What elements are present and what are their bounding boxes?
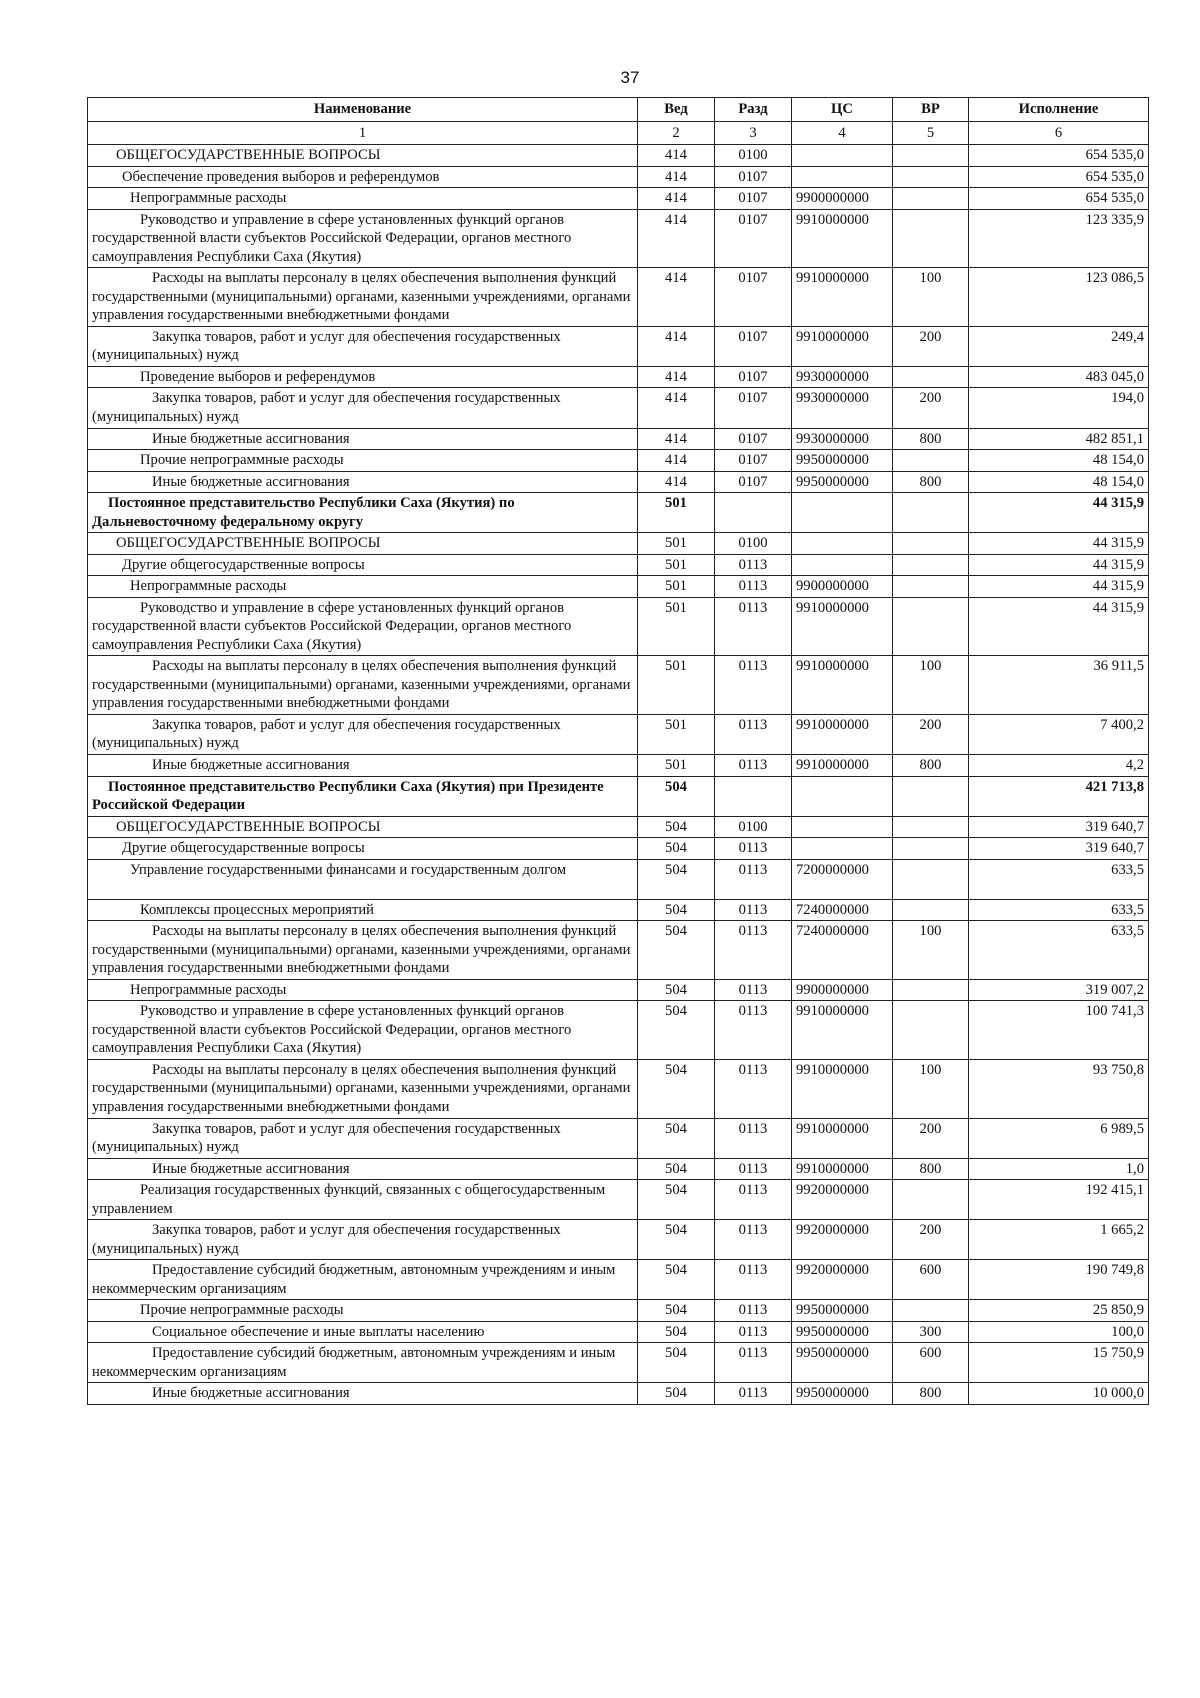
column-number: 5 [893, 121, 969, 145]
row-cs-cell: 9930000000 [792, 388, 893, 428]
row-vr-cell: 800 [893, 471, 969, 493]
row-razd-cell: 0107 [715, 188, 792, 210]
table-row [88, 493, 1149, 533]
row-cs-cell: 9950000000 [792, 1300, 893, 1322]
row-ved-cell: 414 [638, 209, 715, 268]
header-ved: Вед [638, 98, 715, 122]
row-amount-cell: 633,5 [969, 859, 1149, 899]
row-amount-cell: 10 000,0 [969, 1383, 1149, 1405]
row-razd-cell: 0107 [715, 166, 792, 188]
table-row [88, 714, 1149, 754]
row-cs-cell: 9920000000 [792, 1260, 893, 1300]
row-razd-cell: 0113 [715, 656, 792, 715]
row-name-cell: Управление государственными финансами и государственным долгом [88, 859, 638, 899]
row-name-cell: Закупка товаров, работ и услуг для обеспечения государственных (муниципальных) нужд [88, 1220, 638, 1260]
row-razd-cell: 0113 [715, 755, 792, 777]
table-row [88, 776, 1149, 816]
page-number: 37 [620, 68, 640, 87]
row-cs-cell [792, 554, 893, 576]
row-cs-cell: 7200000000 [792, 859, 893, 899]
row-name-cell: ОБЩЕГОСУДАРСТВЕННЫЕ ВОПРОСЫ [88, 533, 638, 555]
row-amount-cell: 123 086,5 [969, 268, 1149, 327]
row-cs-cell [792, 776, 893, 816]
row-razd-cell: 0107 [715, 471, 792, 493]
table-row [88, 979, 1149, 1001]
row-cs-cell: 9910000000 [792, 755, 893, 777]
table-row [88, 145, 1149, 167]
table-row [88, 1383, 1149, 1405]
row-ved-cell: 414 [638, 366, 715, 388]
row-amount-cell: 44 315,9 [969, 533, 1149, 555]
row-amount-cell: 319 640,7 [969, 816, 1149, 838]
row-name-cell: Другие общегосударственные вопросы [88, 554, 638, 576]
row-ved-cell: 504 [638, 1321, 715, 1343]
row-vr-cell [893, 816, 969, 838]
row-razd-cell: 0113 [715, 1220, 792, 1260]
row-amount-cell: 93 750,8 [969, 1059, 1149, 1118]
table-row [88, 388, 1149, 428]
table-row [88, 268, 1149, 327]
row-name-cell: ОБЩЕГОСУДАРСТВЕННЫЕ ВОПРОСЫ [88, 816, 638, 838]
row-amount-cell: 7 400,2 [969, 714, 1149, 754]
table-row [88, 554, 1149, 576]
row-vr-cell: 300 [893, 1321, 969, 1343]
table-row [88, 450, 1149, 472]
row-vr-cell: 600 [893, 1260, 969, 1300]
row-cs-cell: 9910000000 [792, 1118, 893, 1158]
row-name-cell: Расходы на выплаты персоналу в целях обеспечения выполнения функций государственными (муниципальными) органами, казенными учреждениями, органами управления государственными внебюджетными фондами [88, 268, 638, 327]
row-vr-cell: 200 [893, 388, 969, 428]
row-vr-cell [893, 576, 969, 598]
row-razd-cell: 0100 [715, 533, 792, 555]
table-row [88, 1001, 1149, 1060]
row-ved-cell: 414 [638, 166, 715, 188]
row-cs-cell [792, 838, 893, 860]
row-name-cell: Расходы на выплаты персоналу в целях обеспечения выполнения функций государственными (муниципальными) органами, казенными учреждениями, органами управления государственными внебюджетными фондами [88, 921, 638, 980]
row-amount-cell: 4,2 [969, 755, 1149, 777]
row-razd-cell: 0113 [715, 921, 792, 980]
row-razd-cell: 0113 [715, 1158, 792, 1180]
table-row [88, 326, 1149, 366]
row-vr-cell: 800 [893, 755, 969, 777]
row-razd-cell: 0113 [715, 714, 792, 754]
row-amount-cell: 482 851,1 [969, 428, 1149, 450]
row-name-cell: Предоставление субсидий бюджетным, автономным учреждениям и иным некоммерческим организациям [88, 1343, 638, 1383]
row-name-cell: Иные бюджетные ассигнования [88, 471, 638, 493]
row-vr-cell [893, 166, 969, 188]
row-amount-cell: 44 315,9 [969, 597, 1149, 656]
row-name-cell: Руководство и управление в сфере установленных функций органов государственной власти субъектов Российской Федерации, органов местного самоуправления Республики Саха (Якутия) [88, 597, 638, 656]
column-number: 2 [638, 121, 715, 145]
row-amount-cell: 44 315,9 [969, 554, 1149, 576]
header-cs: ЦС [792, 98, 893, 122]
row-amount-cell: 654 535,0 [969, 188, 1149, 210]
row-amount-cell: 1 665,2 [969, 1220, 1149, 1260]
row-cs-cell: 9920000000 [792, 1180, 893, 1220]
row-cs-cell: 9900000000 [792, 979, 893, 1001]
table-row [88, 899, 1149, 921]
row-ved-cell: 504 [638, 1383, 715, 1405]
row-name-cell: Прочие непрограммные расходы [88, 450, 638, 472]
row-cs-cell: 9900000000 [792, 576, 893, 598]
row-ved-cell: 504 [638, 1260, 715, 1300]
row-name-cell: Другие общегосударственные вопросы [88, 838, 638, 860]
row-name-cell: Непрограммные расходы [88, 979, 638, 1001]
row-razd-cell: 0113 [715, 1118, 792, 1158]
row-vr-cell [893, 776, 969, 816]
row-razd-cell: 0107 [715, 428, 792, 450]
table-row [88, 656, 1149, 715]
row-cs-cell: 9910000000 [792, 1059, 893, 1118]
row-vr-cell: 200 [893, 326, 969, 366]
column-number: 4 [792, 121, 893, 145]
row-cs-cell [792, 145, 893, 167]
row-cs-cell [792, 533, 893, 555]
row-name-cell: Иные бюджетные ассигнования [88, 428, 638, 450]
row-ved-cell: 504 [638, 1300, 715, 1322]
row-ved-cell: 504 [638, 899, 715, 921]
row-amount-cell: 190 749,8 [969, 1260, 1149, 1300]
row-ved-cell: 501 [638, 533, 715, 555]
row-vr-cell [893, 366, 969, 388]
row-name-cell: Закупка товаров, работ и услуг для обеспечения государственных (муниципальных) нужд [88, 714, 638, 754]
row-ved-cell: 414 [638, 145, 715, 167]
row-ved-cell: 414 [638, 428, 715, 450]
table-row [88, 1260, 1149, 1300]
row-vr-cell [893, 188, 969, 210]
row-vr-cell: 800 [893, 428, 969, 450]
row-razd-cell: 0113 [715, 1321, 792, 1343]
row-vr-cell: 100 [893, 656, 969, 715]
row-ved-cell: 504 [638, 816, 715, 838]
row-name-cell: Закупка товаров, работ и услуг для обеспечения государственных (муниципальных) нужд [88, 1118, 638, 1158]
row-ved-cell: 414 [638, 450, 715, 472]
header-execution: Исполнение [969, 98, 1149, 122]
row-cs-cell [792, 166, 893, 188]
row-razd-cell: 0113 [715, 554, 792, 576]
row-vr-cell [893, 1300, 969, 1322]
row-vr-cell: 200 [893, 1220, 969, 1260]
row-ved-cell: 414 [638, 326, 715, 366]
row-ved-cell: 414 [638, 471, 715, 493]
row-vr-cell [893, 597, 969, 656]
row-amount-cell: 654 535,0 [969, 166, 1149, 188]
row-cs-cell: 9910000000 [792, 326, 893, 366]
row-cs-cell [792, 816, 893, 838]
row-name-cell: Реализация государственных функций, связанных с общегосударственным управлением [88, 1180, 638, 1220]
table-row [88, 1343, 1149, 1383]
row-cs-cell: 9950000000 [792, 1321, 893, 1343]
row-vr-cell [893, 859, 969, 899]
row-ved-cell: 414 [638, 388, 715, 428]
row-vr-cell: 100 [893, 921, 969, 980]
row-razd-cell: 0100 [715, 816, 792, 838]
row-amount-cell: 44 315,9 [969, 493, 1149, 533]
row-ved-cell: 504 [638, 1180, 715, 1220]
row-vr-cell: 200 [893, 714, 969, 754]
table-row [88, 166, 1149, 188]
table-row [88, 209, 1149, 268]
row-name-cell: Иные бюджетные ассигнования [88, 755, 638, 777]
row-vr-cell [893, 838, 969, 860]
row-vr-cell: 100 [893, 1059, 969, 1118]
row-cs-cell: 9910000000 [792, 268, 893, 327]
table-header-row [88, 98, 1149, 122]
row-name-cell: Расходы на выплаты персоналу в целях обеспечения выполнения функций государственными (муниципальными) органами, казенными учреждениями, органами управления государственными внебюджетными фондами [88, 656, 638, 715]
row-amount-cell: 633,5 [969, 899, 1149, 921]
row-ved-cell: 501 [638, 576, 715, 598]
row-amount-cell: 48 154,0 [969, 471, 1149, 493]
table-row [88, 576, 1149, 598]
row-razd-cell: 0100 [715, 145, 792, 167]
row-cs-cell: 9910000000 [792, 209, 893, 268]
row-name-cell: Иные бюджетные ассигнования [88, 1158, 638, 1180]
row-cs-cell: 7240000000 [792, 921, 893, 980]
row-razd-cell: 0107 [715, 209, 792, 268]
row-amount-cell: 192 415,1 [969, 1180, 1149, 1220]
row-name-cell: Комплексы процессных мероприятий [88, 899, 638, 921]
row-name-cell: Проведение выборов и референдумов [88, 366, 638, 388]
table-row [88, 1118, 1149, 1158]
row-vr-cell [893, 1001, 969, 1060]
row-amount-cell: 249,4 [969, 326, 1149, 366]
row-ved-cell: 504 [638, 838, 715, 860]
row-razd-cell: 0113 [715, 1260, 792, 1300]
row-amount-cell: 44 315,9 [969, 576, 1149, 598]
row-ved-cell: 504 [638, 921, 715, 980]
row-name-cell: Расходы на выплаты персоналу в целях обеспечения выполнения функций государственными (муниципальными) органами, казенными учреждениями, органами управления государственными внебюджетными фондами [88, 1059, 638, 1118]
row-cs-cell: 9910000000 [792, 1001, 893, 1060]
row-razd-cell: 0113 [715, 1343, 792, 1383]
row-razd-cell [715, 493, 792, 533]
column-number: 6 [969, 121, 1149, 145]
row-vr-cell [893, 899, 969, 921]
table-body [88, 145, 1149, 1405]
row-razd-cell: 0113 [715, 597, 792, 656]
row-cs-cell [792, 493, 893, 533]
row-razd-cell: 0113 [715, 1300, 792, 1322]
row-name-cell: Непрограммные расходы [88, 188, 638, 210]
row-ved-cell: 504 [638, 1059, 715, 1118]
row-razd-cell: 0113 [715, 1059, 792, 1118]
row-razd-cell: 0113 [715, 1001, 792, 1060]
row-cs-cell: 9910000000 [792, 714, 893, 754]
row-razd-cell: 0107 [715, 268, 792, 327]
row-cs-cell: 9930000000 [792, 366, 893, 388]
row-razd-cell: 0113 [715, 576, 792, 598]
row-razd-cell: 0113 [715, 899, 792, 921]
row-name-cell: Закупка товаров, работ и услуг для обеспечения государственных (муниципальных) нужд [88, 326, 638, 366]
row-amount-cell: 25 850,9 [969, 1300, 1149, 1322]
table-row [88, 428, 1149, 450]
row-vr-cell [893, 209, 969, 268]
row-vr-cell: 800 [893, 1158, 969, 1180]
table-row [88, 1059, 1149, 1118]
row-amount-cell: 100 741,3 [969, 1001, 1149, 1060]
column-number: 3 [715, 121, 792, 145]
row-vr-cell: 200 [893, 1118, 969, 1158]
row-ved-cell: 414 [638, 268, 715, 327]
table-row [88, 1158, 1149, 1180]
row-name-cell: Руководство и управление в сфере установленных функций органов государственной власти субъектов Российской Федерации, органов местного самоуправления Республики Саха (Якутия) [88, 1001, 638, 1060]
row-amount-cell: 194,0 [969, 388, 1149, 428]
row-vr-cell: 600 [893, 1343, 969, 1383]
table-row [88, 1180, 1149, 1220]
header-razd: Разд [715, 98, 792, 122]
row-razd-cell: 0113 [715, 859, 792, 899]
table-row [88, 921, 1149, 980]
row-name-cell: Обеспечение проведения выборов и референдумов [88, 166, 638, 188]
row-amount-cell: 1,0 [969, 1158, 1149, 1180]
row-vr-cell [893, 450, 969, 472]
row-name-cell: ОБЩЕГОСУДАРСТВЕННЫЕ ВОПРОСЫ [88, 145, 638, 167]
row-cs-cell: 9950000000 [792, 471, 893, 493]
row-cs-cell: 9950000000 [792, 450, 893, 472]
table-row [88, 838, 1149, 860]
row-name-cell: Постоянное представительство Республики Саха (Якутия) при Президенте Российской Федерации [88, 776, 638, 816]
row-ved-cell: 501 [638, 755, 715, 777]
table-row [88, 755, 1149, 777]
row-amount-cell: 123 335,9 [969, 209, 1149, 268]
row-vr-cell [893, 493, 969, 533]
row-name-cell: Предоставление субсидий бюджетным, автономным учреждениям и иным некоммерческим организациям [88, 1260, 638, 1300]
row-ved-cell: 501 [638, 656, 715, 715]
table-row [88, 859, 1149, 899]
row-amount-cell: 100,0 [969, 1321, 1149, 1343]
row-cs-cell: 7240000000 [792, 899, 893, 921]
row-amount-cell: 15 750,9 [969, 1343, 1149, 1383]
table-row [88, 1321, 1149, 1343]
table-row [88, 816, 1149, 838]
header-name: Наименование [88, 98, 638, 122]
row-amount-cell: 319 640,7 [969, 838, 1149, 860]
table-row [88, 533, 1149, 555]
row-amount-cell: 36 911,5 [969, 656, 1149, 715]
row-ved-cell: 501 [638, 493, 715, 533]
row-vr-cell: 100 [893, 268, 969, 327]
row-ved-cell: 504 [638, 1158, 715, 1180]
row-razd-cell: 0113 [715, 838, 792, 860]
row-name-cell: Социальное обеспечение и иные выплаты населению [88, 1321, 638, 1343]
row-ved-cell: 504 [638, 1118, 715, 1158]
row-vr-cell: 800 [893, 1383, 969, 1405]
row-razd-cell [715, 776, 792, 816]
row-razd-cell: 0107 [715, 450, 792, 472]
row-ved-cell: 504 [638, 1001, 715, 1060]
row-vr-cell [893, 979, 969, 1001]
table-row [88, 471, 1149, 493]
row-name-cell: Непрограммные расходы [88, 576, 638, 598]
row-name-cell: Руководство и управление в сфере установленных функций органов государственной власти субъектов Российской Федерации, органов местного самоуправления Республики Саха (Якутия) [88, 209, 638, 268]
row-ved-cell: 504 [638, 979, 715, 1001]
row-ved-cell: 501 [638, 714, 715, 754]
row-vr-cell [893, 554, 969, 576]
row-razd-cell: 0113 [715, 1180, 792, 1220]
column-number: 1 [88, 121, 638, 145]
row-ved-cell: 501 [638, 597, 715, 656]
row-cs-cell: 9900000000 [792, 188, 893, 210]
row-ved-cell: 504 [638, 776, 715, 816]
row-name-cell: Прочие непрограммные расходы [88, 1300, 638, 1322]
row-amount-cell: 319 007,2 [969, 979, 1149, 1001]
row-cs-cell: 9950000000 [792, 1343, 893, 1383]
row-amount-cell: 6 989,5 [969, 1118, 1149, 1158]
row-razd-cell: 0113 [715, 979, 792, 1001]
row-vr-cell [893, 1180, 969, 1220]
column-number-row [88, 121, 1149, 145]
row-cs-cell: 9920000000 [792, 1220, 893, 1260]
row-amount-cell: 654 535,0 [969, 145, 1149, 167]
row-cs-cell: 9950000000 [792, 1383, 893, 1405]
row-ved-cell: 504 [638, 859, 715, 899]
budget-execution-table [87, 97, 1149, 1405]
row-ved-cell: 504 [638, 1220, 715, 1260]
header-vr: ВР [893, 98, 969, 122]
row-name-cell: Иные бюджетные ассигнования [88, 1383, 638, 1405]
row-vr-cell [893, 533, 969, 555]
row-ved-cell: 501 [638, 554, 715, 576]
table-row [88, 1300, 1149, 1322]
row-cs-cell: 9910000000 [792, 597, 893, 656]
row-name-cell: Закупка товаров, работ и услуг для обеспечения государственных (муниципальных) нужд [88, 388, 638, 428]
table-row [88, 1220, 1149, 1260]
row-razd-cell: 0107 [715, 388, 792, 428]
row-cs-cell: 9910000000 [792, 656, 893, 715]
row-name-cell: Постоянное представительство Республики Саха (Якутия) по Дальневосточному федеральному округу [88, 493, 638, 533]
row-vr-cell [893, 145, 969, 167]
row-cs-cell: 9910000000 [792, 1158, 893, 1180]
table-row [88, 188, 1149, 210]
row-amount-cell: 483 045,0 [969, 366, 1149, 388]
table-row [88, 597, 1149, 656]
row-ved-cell: 414 [638, 188, 715, 210]
table-row [88, 366, 1149, 388]
row-amount-cell: 421 713,8 [969, 776, 1149, 816]
row-amount-cell: 633,5 [969, 921, 1149, 980]
row-ved-cell: 504 [638, 1343, 715, 1383]
row-razd-cell: 0113 [715, 1383, 792, 1405]
row-razd-cell: 0107 [715, 326, 792, 366]
row-amount-cell: 48 154,0 [969, 450, 1149, 472]
row-razd-cell: 0107 [715, 366, 792, 388]
row-cs-cell: 9930000000 [792, 428, 893, 450]
